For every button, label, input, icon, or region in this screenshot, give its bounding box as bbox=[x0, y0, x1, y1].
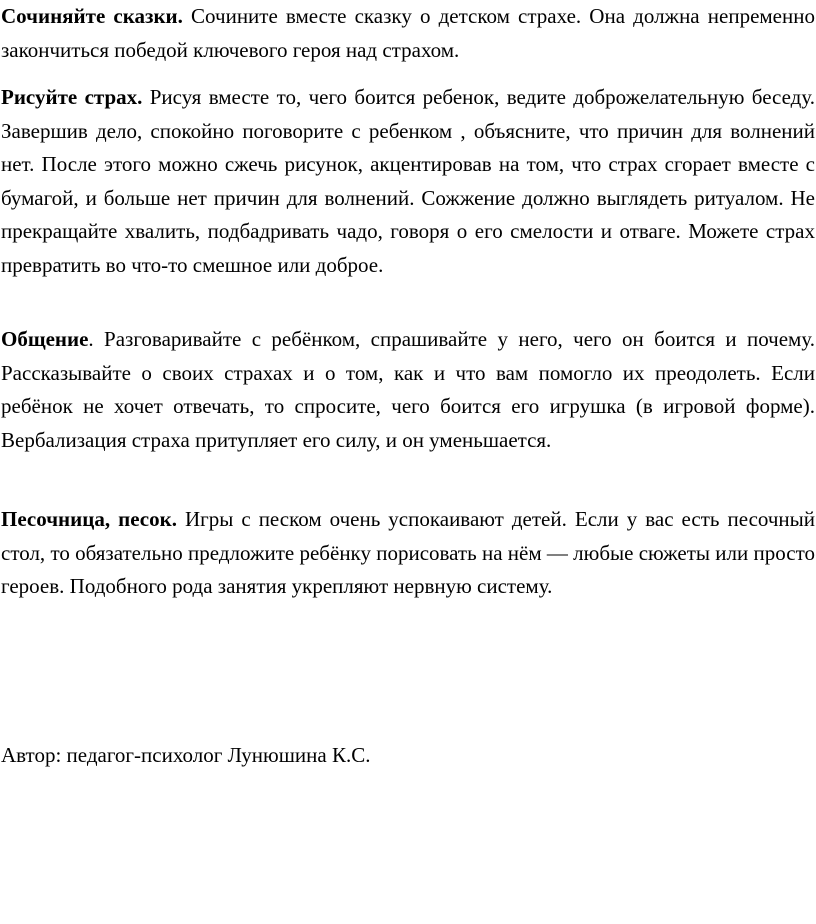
paragraph-communication bbox=[1, 323, 815, 457]
paragraph-heading: Сочиняйте сказки. bbox=[1, 4, 183, 28]
author-line: Автор: педагог-психолог Лунюшина К.С. bbox=[1, 743, 371, 767]
paragraph-body: Игры с песком очень успокаивают детей. Если у вас есть песочный стол, то обязательно предложите ребёнку порисовать на нём — любые сюжеты или просто героев. Подобного рода занятия укрепляют нервную систему. bbox=[1, 507, 815, 599]
paragraph-heading: Песочница, песок. bbox=[1, 507, 177, 531]
paragraph-heading: Общение bbox=[1, 327, 89, 351]
paragraph-fairy-tales bbox=[1, 0, 815, 67]
paragraph-body: Рисуя вместе то, чего боится ребенок, ведите доброжелательную беседу. Завершив дело, спокойно поговорите с ребенком , объясните, что причин для волнений нет. После этого можно сжечь рисунок, акцентировав на том, что страх сгорает вместе с бумагой, и больше нет причин для волнений. Сожжение должно выглядеть ритуалом. Не прекращайте хвалить, подбадривать чадо, говоря о его смелости и отваге. Можете страх превратить во что-то смешное или доброе. bbox=[1, 85, 816, 277]
paragraph-body: . Разговаривайте с ребёнком, спрашивайте у него, чего он боится и почему. Рассказывайте о своих страхах и о том, как и что вам помогло их преодолеть. Если ребёнок не хочет отвечать, то спросите, чего боится его игрушка (в игровой форме). Вербализация страха притупляет его силу, и он уменьшается. bbox=[1, 327, 815, 452]
paragraph-body: Сочините вместе сказку о детском страхе. Она должна непременно закончиться победой ключевого героя над страхом. bbox=[1, 4, 815, 62]
paragraph-draw-fear bbox=[1, 81, 815, 283]
paragraph-sandbox bbox=[1, 503, 815, 604]
paragraph-heading: Рисуйте страх. bbox=[1, 85, 143, 109]
